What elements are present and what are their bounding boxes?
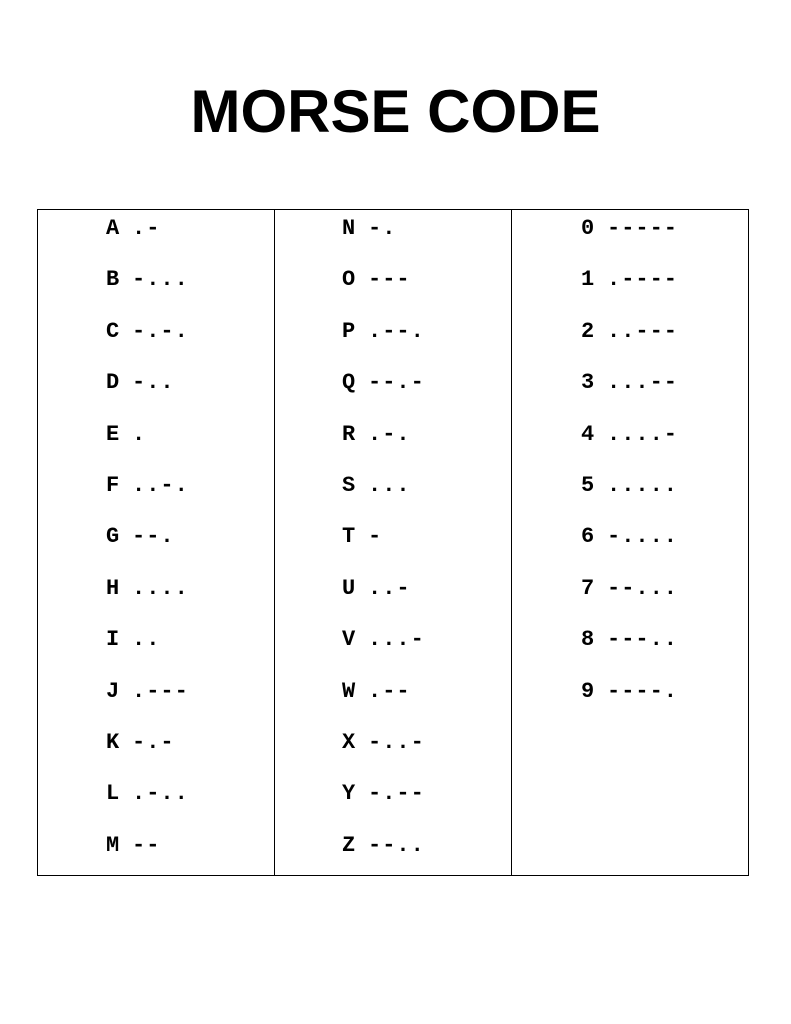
morse-code-sequence: ..--- <box>607 318 679 344</box>
morse-symbol: 7 <box>581 575 595 601</box>
morse-symbol: Y <box>342 781 356 807</box>
morse-code-sequence: .-.. <box>132 781 189 807</box>
morse-entry <box>342 368 425 398</box>
morse-entry <box>106 420 146 450</box>
morse-code-sequence: --- <box>368 267 411 293</box>
morse-code-sequence: ...-- <box>607 370 679 396</box>
morse-entry <box>106 625 160 655</box>
page-title: MORSE CODE <box>190 78 601 145</box>
morse-code-sequence: ----- <box>607 216 679 241</box>
morse-symbol: O <box>342 267 356 293</box>
morse-code-table <box>37 209 749 876</box>
morse-symbol: Z <box>342 832 356 858</box>
morse-code-sequence: .--- <box>132 678 189 704</box>
morse-entry <box>581 625 678 655</box>
morse-code-sequence: --.- <box>368 370 425 396</box>
morse-entry <box>581 574 678 604</box>
morse-symbol: 2 <box>581 318 595 344</box>
morse-entry <box>106 831 160 861</box>
morse-entry <box>342 317 425 347</box>
morse-symbol: E <box>106 421 120 447</box>
morse-entry <box>106 214 160 244</box>
morse-symbol: U <box>342 575 356 601</box>
morse-code-sequence: .... <box>132 575 189 601</box>
morse-code-sequence: .-. <box>368 421 411 447</box>
morse-code-sequence: ----. <box>607 678 679 704</box>
morse-entry <box>342 625 425 655</box>
morse-symbol: 9 <box>581 678 595 704</box>
morse-code-sequence: ....- <box>607 421 679 447</box>
morse-code-sequence: --. <box>132 524 175 550</box>
morse-symbol: I <box>106 627 120 653</box>
morse-symbol: G <box>106 524 120 550</box>
morse-symbol: H <box>106 575 120 601</box>
morse-entry <box>342 214 396 244</box>
morse-code-sequence: -.-. <box>132 318 189 344</box>
morse-entry <box>342 677 411 707</box>
morse-code-sequence: --... <box>607 575 679 601</box>
morse-symbol: V <box>342 627 356 653</box>
morse-symbol: S <box>342 473 356 498</box>
morse-entry <box>581 214 678 244</box>
morse-entry <box>581 317 678 347</box>
morse-entry <box>106 728 175 758</box>
morse-entry <box>106 317 189 347</box>
morse-entry <box>106 265 189 295</box>
morse-code-sequence: .---- <box>607 267 679 293</box>
morse-code-sequence: -. <box>368 216 397 241</box>
column-digits <box>511 210 748 875</box>
morse-code-sequence: --.. <box>368 832 425 858</box>
morse-symbol: 8 <box>581 627 595 653</box>
morse-symbol: 5 <box>581 473 595 498</box>
morse-entry <box>342 420 411 450</box>
morse-symbol: M <box>106 832 120 858</box>
morse-symbol: T <box>342 524 356 550</box>
morse-entry <box>106 677 189 707</box>
morse-code-sequence: . <box>132 421 147 447</box>
morse-symbol: 1 <box>581 267 595 293</box>
morse-entry <box>342 471 411 501</box>
morse-entry <box>106 574 189 604</box>
morse-code-sequence: ---.. <box>607 627 679 653</box>
morse-entry <box>342 574 411 604</box>
morse-symbol: 4 <box>581 421 595 447</box>
morse-entry <box>106 779 189 809</box>
morse-symbol: Q <box>342 370 356 396</box>
morse-code-sequence: .. <box>132 627 161 653</box>
morse-symbol: F <box>106 473 120 498</box>
morse-code-sequence: ..... <box>607 473 679 498</box>
morse-entry <box>342 831 425 861</box>
morse-entry <box>342 522 382 552</box>
morse-symbol: B <box>106 267 120 293</box>
morse-symbol: 6 <box>581 524 595 550</box>
morse-code-sequence: .--. <box>368 318 425 344</box>
morse-symbol: R <box>342 421 356 447</box>
morse-entry <box>581 420 678 450</box>
morse-code-sequence: .- <box>132 216 161 241</box>
morse-entry <box>342 779 425 809</box>
morse-entry <box>581 265 678 295</box>
morse-code-sequence: ...- <box>368 627 425 653</box>
morse-code-sequence: ..- <box>368 575 411 601</box>
morse-symbol: 0 <box>581 216 595 241</box>
morse-symbol: D <box>106 370 120 396</box>
morse-symbol: W <box>342 678 356 704</box>
morse-code-sequence: -... <box>132 267 189 293</box>
morse-code-sequence: - <box>368 524 383 550</box>
morse-entry <box>342 265 411 295</box>
morse-code-sequence: ..-. <box>132 473 189 498</box>
morse-symbol: K <box>106 730 120 755</box>
morse-entry <box>581 368 678 398</box>
morse-symbol: N <box>342 216 356 241</box>
morse-entry <box>581 471 678 501</box>
morse-code-sequence: -.- <box>132 730 175 755</box>
morse-code-sequence: ... <box>368 473 411 498</box>
morse-code-sequence: -.. <box>132 370 175 396</box>
morse-entry <box>106 368 175 398</box>
morse-code-sequence: .-- <box>368 678 411 704</box>
morse-symbol: A <box>106 216 120 241</box>
morse-symbol: X <box>342 730 356 755</box>
morse-code-sequence: -..- <box>368 730 425 755</box>
morse-entry <box>581 677 678 707</box>
morse-entry <box>106 471 189 501</box>
morse-entry <box>581 522 678 552</box>
morse-symbol: J <box>106 678 120 704</box>
morse-code-sequence: -- <box>132 832 161 858</box>
morse-code-sequence: -.... <box>607 524 679 550</box>
morse-entry <box>106 522 175 552</box>
morse-code-sequence: -.-- <box>368 781 425 807</box>
morse-symbol: 3 <box>581 370 595 396</box>
morse-entry <box>342 728 425 758</box>
column-a-to-m <box>38 210 274 875</box>
column-n-to-z <box>274 210 511 875</box>
morse-symbol: L <box>106 781 120 807</box>
morse-symbol: P <box>342 318 356 344</box>
morse-symbol: C <box>106 318 120 344</box>
